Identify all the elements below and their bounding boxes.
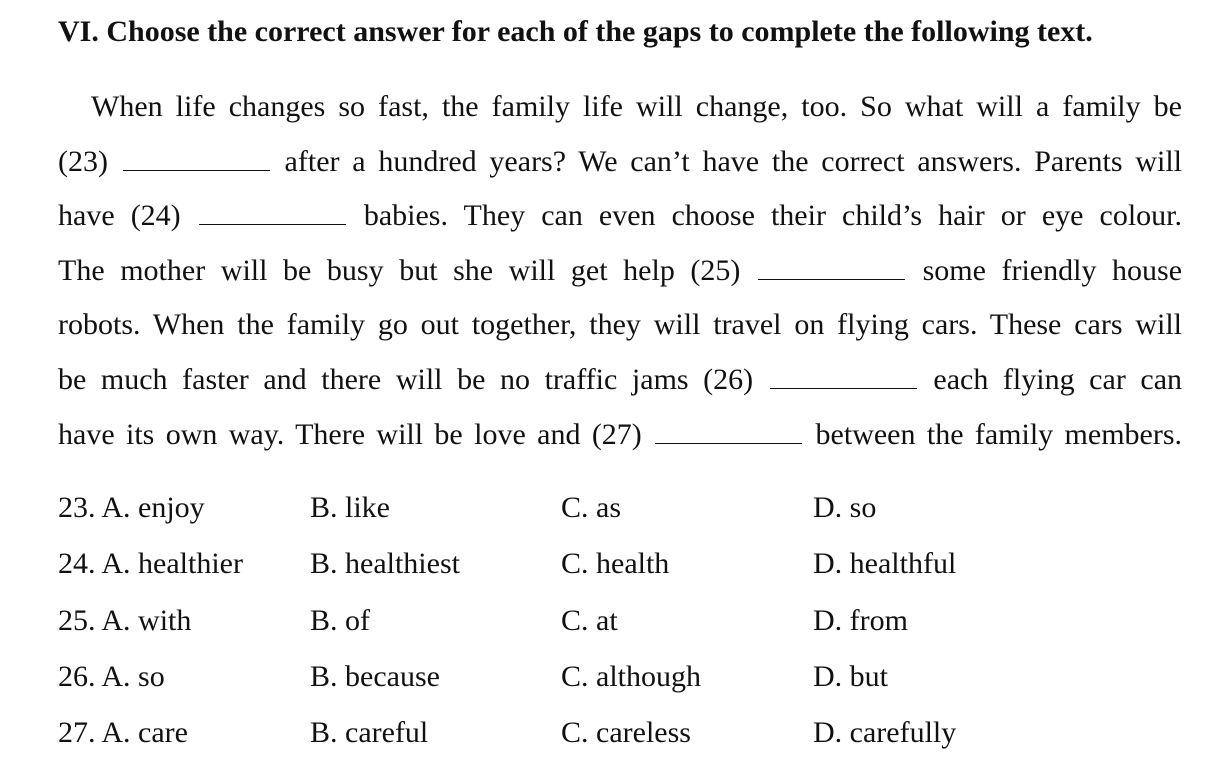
question-number: 27. xyxy=(58,716,96,750)
option-c[interactable]: C. at xyxy=(561,603,618,637)
reading-passage xyxy=(58,80,1182,462)
question-row-24 xyxy=(58,536,1182,592)
question-row-25 xyxy=(58,593,1182,649)
blank-gap-27[interactable] xyxy=(655,423,802,444)
option-a[interactable] xyxy=(58,705,188,761)
option-b[interactable]: B. of xyxy=(310,603,370,637)
option-d[interactable]: D. so xyxy=(813,491,877,524)
option-c[interactable]: C. although xyxy=(561,659,701,693)
blank-gap-24[interactable] xyxy=(199,204,346,225)
passage-text: after a hundred years? We can’t have the correct answers. Parents will xyxy=(284,144,1183,178)
blank-gap-25[interactable] xyxy=(758,259,905,280)
option-d[interactable]: D. but xyxy=(813,659,888,693)
option-label: A. with xyxy=(101,603,192,637)
passage-text: be much faster and there will be no traffic jams (26) xyxy=(58,362,754,396)
question-row-26 xyxy=(58,649,1182,705)
passage-text: have (24) xyxy=(58,199,181,233)
option-a[interactable] xyxy=(58,649,165,705)
option-b[interactable]: B. like xyxy=(310,491,390,524)
option-b[interactable]: B. because xyxy=(310,659,440,693)
option-a[interactable] xyxy=(58,593,191,649)
option-label: A. enjoy xyxy=(101,491,205,524)
blank-gap-23[interactable] xyxy=(123,150,270,171)
option-d[interactable]: D. healthful xyxy=(813,547,957,581)
passage-text: babies. They can even choose their child’s hair or eye colour. xyxy=(363,199,1183,233)
option-b[interactable]: B. careful xyxy=(310,716,429,750)
blank-gap-26[interactable] xyxy=(770,368,917,389)
passage-line-3 xyxy=(58,189,1182,244)
passage-line-7 xyxy=(58,408,1182,463)
passage-line-4 xyxy=(58,244,1182,299)
option-label: A. so xyxy=(101,659,165,693)
question-row-23 xyxy=(58,480,1182,536)
passage-text: When life changes so fast, the family life will change, too. So what will a family be xyxy=(91,90,1182,123)
option-a[interactable] xyxy=(58,480,205,536)
passage-text: robots. When the family go out together, they will travel on flying cars. These cars will xyxy=(58,308,1182,342)
passage-line-5 xyxy=(58,298,1182,353)
answer-options xyxy=(58,480,1182,761)
exercise-heading: VI. Choose the correct answer for each of the gaps to complete the following text. xyxy=(58,15,1093,48)
passage-line-1 xyxy=(58,80,1182,135)
question-number: 25. xyxy=(58,603,96,637)
passage-line-6 xyxy=(58,353,1182,408)
option-c[interactable]: C. as xyxy=(561,491,621,524)
passage-text: have its own way. There will be love and (27) xyxy=(58,417,642,451)
option-label: A. healthier xyxy=(101,547,243,581)
passage-text: between the family members. xyxy=(815,417,1183,451)
option-label: A. care xyxy=(101,716,188,750)
option-d[interactable]: D. from xyxy=(813,603,908,637)
passage-line-2 xyxy=(58,135,1182,190)
passage-text: (23) xyxy=(58,144,108,178)
option-d[interactable]: D. carefully xyxy=(813,716,957,750)
passage-text: some friendly house xyxy=(922,253,1183,287)
passage-text: The mother will be busy but she will get help (25) xyxy=(58,253,741,287)
question-number: 23. xyxy=(58,491,96,524)
option-c[interactable]: C. health xyxy=(561,547,670,581)
question-number: 26. xyxy=(58,659,96,693)
option-c[interactable]: C. careless xyxy=(561,716,691,750)
passage-text: each flying car can xyxy=(933,362,1183,396)
question-number: 24. xyxy=(58,547,96,581)
option-b[interactable]: B. healthiest xyxy=(310,547,460,581)
question-row-27 xyxy=(58,705,1182,761)
option-a[interactable] xyxy=(58,536,243,592)
